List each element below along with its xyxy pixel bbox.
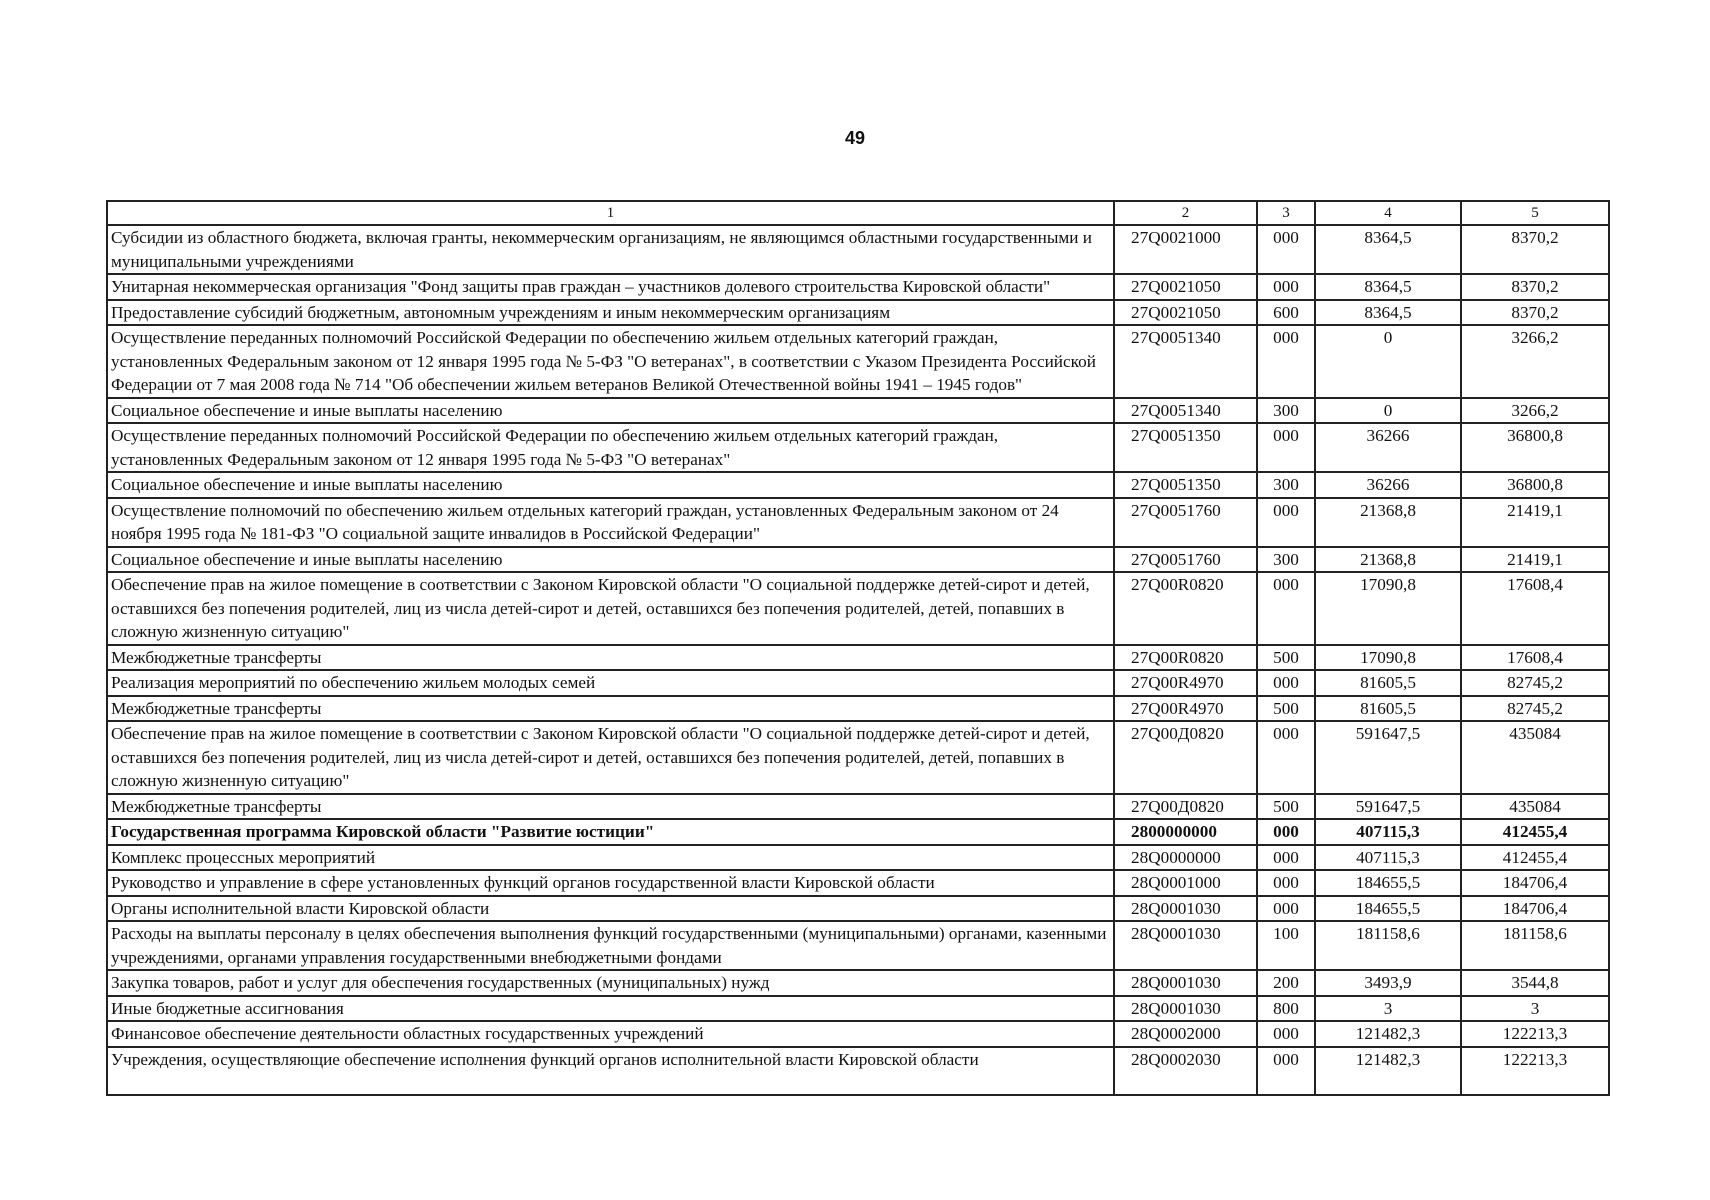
row-kind: 000 bbox=[1257, 1021, 1315, 1047]
row-value-2025: 82745,2 bbox=[1461, 670, 1609, 696]
row-value-2025: 3 bbox=[1461, 996, 1609, 1022]
row-name: Закупка товаров, работ и услуг для обеспечения государственных (муниципальных) нужд bbox=[107, 970, 1114, 996]
row-value-2025: 3266,2 bbox=[1461, 398, 1609, 424]
table-row bbox=[107, 794, 1609, 820]
row-value-2025: 184706,4 bbox=[1461, 896, 1609, 922]
row-value-2025: 435084 bbox=[1461, 794, 1609, 820]
row-value-2025: 122213,3 bbox=[1461, 1047, 1609, 1095]
row-name: Реализация мероприятий по обеспечению жильем молодых семей bbox=[107, 670, 1114, 696]
row-code: 28Q0002030 bbox=[1114, 1047, 1257, 1095]
table-row bbox=[107, 721, 1609, 794]
row-name: Руководство и управление в сфере установленных функций органов государственной власти Кировской области bbox=[107, 870, 1114, 896]
row-value-2024: 181158,6 bbox=[1315, 921, 1461, 970]
row-name: Финансовое обеспечение деятельности областных государственных учреждений bbox=[107, 1021, 1114, 1047]
row-kind: 500 bbox=[1257, 645, 1315, 671]
column-header-5: 5 bbox=[1461, 201, 1609, 225]
row-name: Межбюджетные трансферты bbox=[107, 794, 1114, 820]
row-kind: 000 bbox=[1257, 896, 1315, 922]
row-name: Осуществление переданных полномочий Российской Федерации по обеспечению жильем отдельных категорий граждан, установленных Федеральным законом от 12 января 1995 года № 5-ФЗ "О ветеранах" bbox=[107, 423, 1114, 472]
row-value-2024: 3 bbox=[1315, 996, 1461, 1022]
row-kind: 000 bbox=[1257, 1047, 1315, 1095]
row-kind: 000 bbox=[1257, 325, 1315, 398]
row-value-2024: 184655,5 bbox=[1315, 870, 1461, 896]
table-row bbox=[107, 472, 1609, 498]
row-code: 28Q0001030 bbox=[1114, 896, 1257, 922]
row-kind: 500 bbox=[1257, 696, 1315, 722]
table-row bbox=[107, 996, 1609, 1022]
row-name: Расходы на выплаты персоналу в целях обеспечения выполнения функций государственными (муниципальными) органами, казенными учреждениями, органами управления государственными внебюджетными фондами bbox=[107, 921, 1114, 970]
table-row bbox=[107, 645, 1609, 671]
row-code: 27Q0021000 bbox=[1114, 225, 1257, 274]
row-value-2025: 36800,8 bbox=[1461, 472, 1609, 498]
row-value-2025: 181158,6 bbox=[1461, 921, 1609, 970]
page-number: 49 bbox=[844, 128, 866, 148]
row-value-2024: 36266 bbox=[1315, 423, 1461, 472]
table-row bbox=[107, 896, 1609, 922]
row-kind: 000 bbox=[1257, 225, 1315, 274]
row-kind: 500 bbox=[1257, 794, 1315, 820]
table-row bbox=[107, 572, 1609, 645]
row-name: Осуществление переданных полномочий Российской Федерации по обеспечению жильем отдельных категорий граждан, установленных Федеральным законом от 12 января 1995 года № 5-ФЗ "О ветеранах", в соответствии с Указом Президента Российской Федерации от 7 мая 2008 года № 714 "Об обеспечении жильем ветеранов Великой Отечественной войны 1941 – 1945 годов" bbox=[107, 325, 1114, 398]
row-value-2024: 81605,5 bbox=[1315, 670, 1461, 696]
row-kind: 000 bbox=[1257, 498, 1315, 547]
row-name: Субсидии из областного бюджета, включая гранты, некоммерческим организациям, не являющимся областными государственными и муниципальными учреждениями bbox=[107, 225, 1114, 274]
table-row bbox=[107, 845, 1609, 871]
row-name: Обеспечение прав на жилое помещение в соответствии с Законом Кировской области "О социальной поддержке детей-сирот и детей, оставшихся без попечения родителей, лиц из числа детей-сирот и детей, оставшихся без попечения родителей, детей, попавших в сложную жизненную ситуацию" bbox=[107, 721, 1114, 794]
row-value-2025: 435084 bbox=[1461, 721, 1609, 794]
table-row bbox=[107, 300, 1609, 326]
row-kind: 100 bbox=[1257, 921, 1315, 970]
row-code: 27Q00Д0820 bbox=[1114, 721, 1257, 794]
row-code: 27Q0051350 bbox=[1114, 423, 1257, 472]
table-row bbox=[107, 398, 1609, 424]
row-code: 28Q0002000 bbox=[1114, 1021, 1257, 1047]
row-value-2025: 82745,2 bbox=[1461, 696, 1609, 722]
column-header-2: 2 bbox=[1114, 201, 1257, 225]
row-code: 28Q0001030 bbox=[1114, 996, 1257, 1022]
row-value-2024: 407115,3 bbox=[1315, 845, 1461, 871]
row-kind: 000 bbox=[1257, 670, 1315, 696]
row-value-2024: 121482,3 bbox=[1315, 1047, 1461, 1095]
row-value-2025: 412455,4 bbox=[1461, 819, 1609, 845]
program-row bbox=[107, 819, 1609, 845]
row-name: Государственная программа Кировской области "Развитие юстиции" bbox=[107, 819, 1114, 845]
row-value-2025: 3266,2 bbox=[1461, 325, 1609, 398]
row-value-2024: 21368,8 bbox=[1315, 498, 1461, 547]
row-name: Социальное обеспечение и иные выплаты населению bbox=[107, 547, 1114, 573]
row-kind: 000 bbox=[1257, 870, 1315, 896]
row-name: Осуществление полномочий по обеспечению жильем отдельных категорий граждан, установленных Федеральным законом от 24 ноября 1995 года № 181-ФЗ "О социальной защите инвалидов в Российской Федерации" bbox=[107, 498, 1114, 547]
row-value-2024: 121482,3 bbox=[1315, 1021, 1461, 1047]
row-kind: 200 bbox=[1257, 970, 1315, 996]
row-value-2025: 8370,2 bbox=[1461, 274, 1609, 300]
table-row bbox=[107, 547, 1609, 573]
row-code: 27Q0021050 bbox=[1114, 274, 1257, 300]
row-kind: 000 bbox=[1257, 819, 1315, 845]
row-name: Социальное обеспечение и иные выплаты населению bbox=[107, 472, 1114, 498]
table-row bbox=[107, 325, 1609, 398]
row-value-2025: 184706,4 bbox=[1461, 870, 1609, 896]
table-row bbox=[107, 225, 1609, 274]
row-kind: 000 bbox=[1257, 423, 1315, 472]
row-kind: 000 bbox=[1257, 721, 1315, 794]
row-value-2024: 81605,5 bbox=[1315, 696, 1461, 722]
row-value-2024: 8364,5 bbox=[1315, 274, 1461, 300]
row-value-2025: 8370,2 bbox=[1461, 300, 1609, 326]
row-value-2024: 591647,5 bbox=[1315, 721, 1461, 794]
table-row bbox=[107, 274, 1609, 300]
row-name: Органы исполнительной власти Кировской области bbox=[107, 896, 1114, 922]
row-kind: 300 bbox=[1257, 398, 1315, 424]
row-value-2024: 591647,5 bbox=[1315, 794, 1461, 820]
row-value-2024: 407115,3 bbox=[1315, 819, 1461, 845]
row-code: 27Q0051760 bbox=[1114, 547, 1257, 573]
row-value-2024: 184655,5 bbox=[1315, 896, 1461, 922]
row-name: Межбюджетные трансферты bbox=[107, 696, 1114, 722]
table-row bbox=[107, 1021, 1609, 1047]
row-kind: 300 bbox=[1257, 547, 1315, 573]
row-value-2024: 17090,8 bbox=[1315, 645, 1461, 671]
row-value-2024: 3493,9 bbox=[1315, 970, 1461, 996]
row-code: 28Q0000000 bbox=[1114, 845, 1257, 871]
row-code: 27Q0051340 bbox=[1114, 398, 1257, 424]
row-value-2024: 36266 bbox=[1315, 472, 1461, 498]
row-value-2024: 8364,5 bbox=[1315, 300, 1461, 326]
row-name: Предоставление субсидий бюджетным, автономным учреждениям и иным некоммерческим организациям bbox=[107, 300, 1114, 326]
row-name: Обеспечение прав на жилое помещение в соответствии с Законом Кировской области "О социальной поддержке детей-сирот и детей, оставшихся без попечения родителей, лиц из числа детей-сирот и детей, оставшихся без попечения родителей, детей, попавших в сложную жизненную ситуацию" bbox=[107, 572, 1114, 645]
row-kind: 300 bbox=[1257, 472, 1315, 498]
table-row bbox=[107, 1047, 1609, 1095]
row-code: 27Q00R4970 bbox=[1114, 670, 1257, 696]
row-kind: 800 bbox=[1257, 996, 1315, 1022]
row-value-2025: 8370,2 bbox=[1461, 225, 1609, 274]
row-name: Комплекс процессных мероприятий bbox=[107, 845, 1114, 871]
row-value-2025: 21419,1 bbox=[1461, 547, 1609, 573]
row-code: 27Q00Д0820 bbox=[1114, 794, 1257, 820]
row-name: Иные бюджетные ассигнования bbox=[107, 996, 1114, 1022]
row-value-2024: 8364,5 bbox=[1315, 225, 1461, 274]
row-value-2024: 21368,8 bbox=[1315, 547, 1461, 573]
row-code: 28Q0001000 bbox=[1114, 870, 1257, 896]
row-code: 27Q00R0820 bbox=[1114, 572, 1257, 645]
row-name: Социальное обеспечение и иные выплаты населению bbox=[107, 398, 1114, 424]
row-value-2024: 0 bbox=[1315, 325, 1461, 398]
row-kind: 000 bbox=[1257, 572, 1315, 645]
row-value-2025: 21419,1 bbox=[1461, 498, 1609, 547]
table-row bbox=[107, 670, 1609, 696]
row-code: 27Q0051340 bbox=[1114, 325, 1257, 398]
row-kind: 600 bbox=[1257, 300, 1315, 326]
row-value-2025: 412455,4 bbox=[1461, 845, 1609, 871]
row-kind: 000 bbox=[1257, 274, 1315, 300]
row-code: 27Q00R0820 bbox=[1114, 645, 1257, 671]
row-kind: 000 bbox=[1257, 845, 1315, 871]
row-value-2025: 3544,8 bbox=[1461, 970, 1609, 996]
header-row bbox=[107, 201, 1609, 225]
table-row bbox=[107, 696, 1609, 722]
row-value-2025: 36800,8 bbox=[1461, 423, 1609, 472]
column-header-3: 3 bbox=[1257, 201, 1315, 225]
column-header-1: 1 bbox=[107, 201, 1114, 225]
row-code: 27Q0051350 bbox=[1114, 472, 1257, 498]
row-value-2024: 17090,8 bbox=[1315, 572, 1461, 645]
row-code: 28Q0001030 bbox=[1114, 921, 1257, 970]
row-value-2025: 122213,3 bbox=[1461, 1021, 1609, 1047]
row-value-2025: 17608,4 bbox=[1461, 572, 1609, 645]
row-value-2025: 17608,4 bbox=[1461, 645, 1609, 671]
row-code: 28Q0001030 bbox=[1114, 970, 1257, 996]
row-code: 27Q0051760 bbox=[1114, 498, 1257, 547]
table-row bbox=[107, 921, 1609, 970]
row-code: 2800000000 bbox=[1114, 819, 1257, 845]
row-name: Учреждения, осуществляющие обеспечение исполнения функций органов исполнительной власти Кировской области bbox=[107, 1047, 1114, 1095]
row-name: Межбюджетные трансферты bbox=[107, 645, 1114, 671]
budget-table bbox=[106, 200, 1610, 1096]
table-row bbox=[107, 870, 1609, 896]
row-code: 27Q0021050 bbox=[1114, 300, 1257, 326]
row-name: Унитарная некоммерческая организация "Фонд защиты прав граждан – участников долевого строительства Кировской области" bbox=[107, 274, 1114, 300]
table-row bbox=[107, 498, 1609, 547]
table-row bbox=[107, 970, 1609, 996]
table-row bbox=[107, 423, 1609, 472]
column-header-4: 4 bbox=[1315, 201, 1461, 225]
row-code: 27Q00R4970 bbox=[1114, 696, 1257, 722]
row-value-2024: 0 bbox=[1315, 398, 1461, 424]
